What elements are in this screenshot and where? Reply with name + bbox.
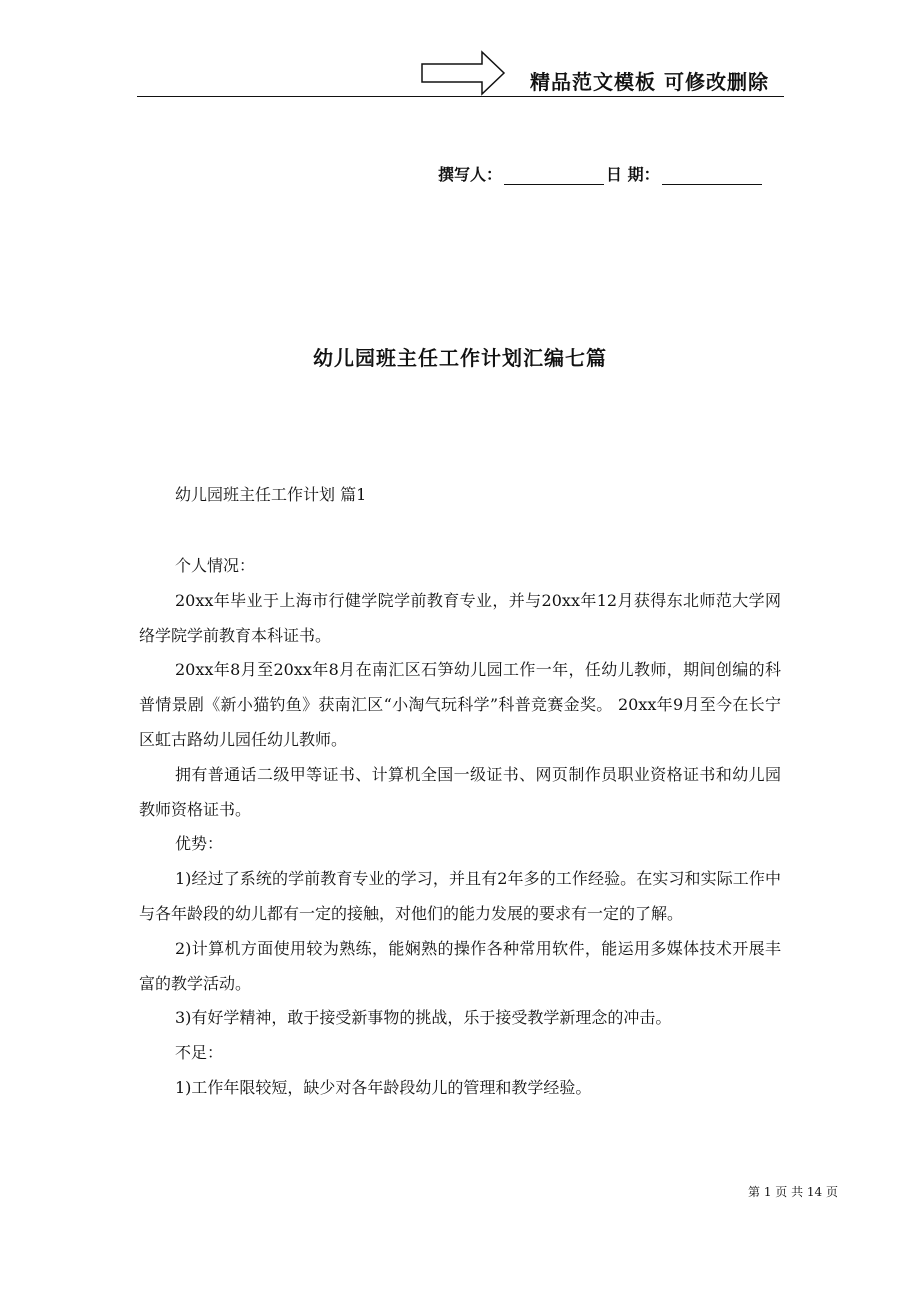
page-number: 第 1 页 共 14 页: [748, 1185, 838, 1199]
paragraph: 个人情况：: [175, 556, 256, 575]
date-blank: [662, 166, 762, 185]
paragraph: 优势：: [175, 834, 224, 854]
paragraph: 拥有普通话二级甲等证书、计算机全国一级证书、网页制作员职业资格证书和幼儿园教师资格证书。: [139, 764, 781, 819]
document-body: [139, 549, 781, 1106]
section-heading: 幼儿园班主任工作计划 篇1: [175, 485, 367, 504]
paragraph: 3)有好学精神，敢于接受新事物的挑战，乐于接受教学新理念的冲击。: [175, 1008, 672, 1028]
header-divider: [137, 96, 784, 97]
paragraph: 2)计算机方面使用较为熟练，能娴熟的操作各种常用软件，能运用多媒体技术开展丰富的教学活动。: [139, 938, 781, 993]
author-date-line: [438, 162, 764, 185]
date-label: 日 期：: [606, 165, 660, 184]
paragraph: 1)经过了系统的学前教育专业的学习，并且有2年多的工作经验。在实习和实际工作中与各年龄段的幼儿都有一定的接触，对他们的能力发展的要求有一定的了解。: [139, 869, 781, 923]
header-title: 精品范文模板 可修改删除: [530, 70, 769, 94]
right-arrow-icon: [420, 50, 506, 96]
paragraph: 20xx年8月至20xx年8月在南汇区石笋幼儿园工作一年，任幼儿教师，期间创编的科普情景剧《新小猫钓鱼》获南汇区“小淘气玩科学”科普竞赛金奖。 20xx年9月至今在长宁区虹古路幼儿园任幼儿教师。: [139, 660, 781, 749]
author-blank: [504, 166, 604, 185]
document-title: 幼儿园班主任工作计划汇编七篇: [313, 346, 607, 370]
author-label: 撰写人：: [438, 165, 503, 184]
paragraph: 1)工作年限较短，缺少对各年龄段幼儿的管理和教学经验。: [175, 1077, 592, 1097]
paragraph: 20xx年毕业于上海市行健学院学前教育专业，并与20xx年12月获得东北师范大学网络学院学前教育本科证书。: [139, 590, 781, 645]
paragraph: 不足：: [175, 1043, 224, 1063]
